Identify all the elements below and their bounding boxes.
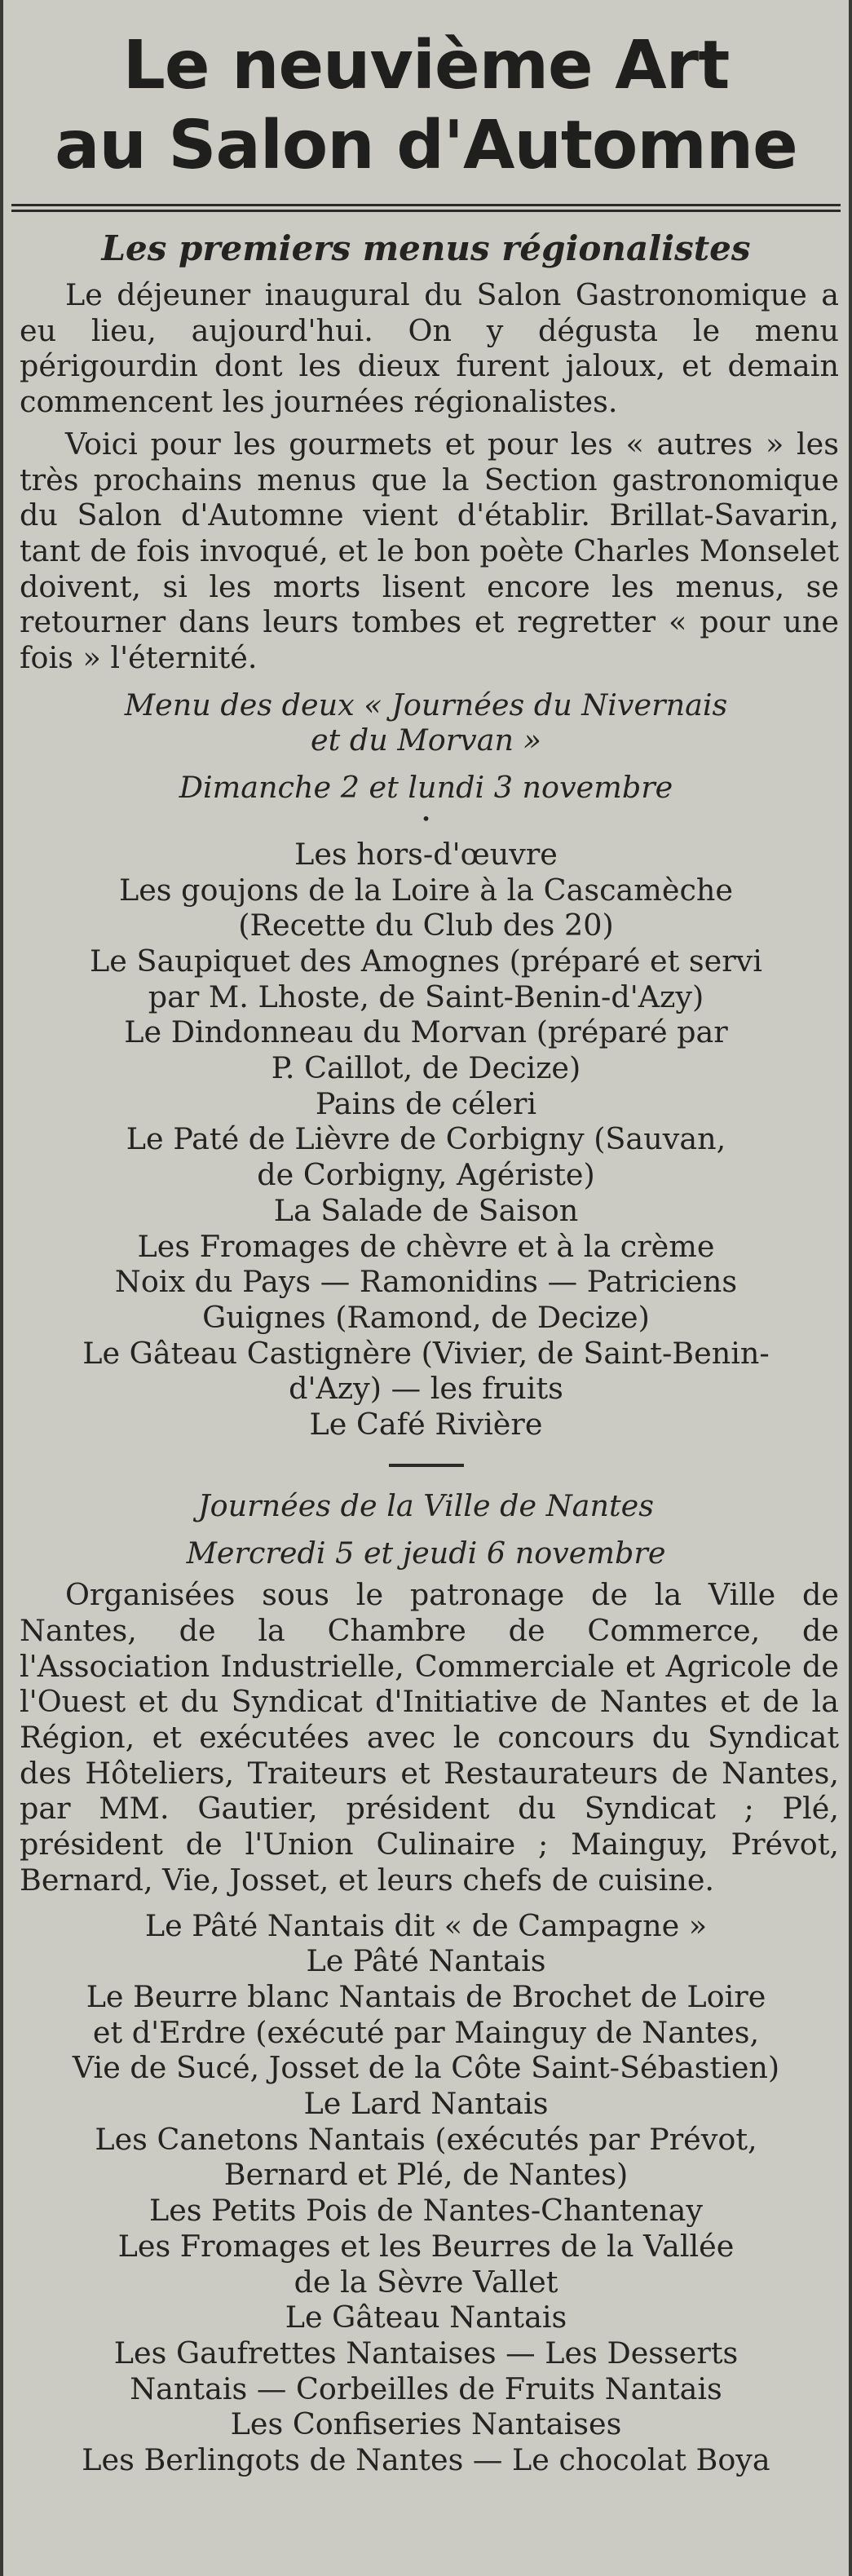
nivernais-title xyxy=(11,687,841,758)
menu-item: Le Pâté Nantais dit « de Campagne » xyxy=(144,1907,708,1943)
headline-line-2: au Salon d'Automne xyxy=(55,107,797,184)
nivernais-title-line-1: Menu des deux « Journées du Nivernais xyxy=(124,687,728,722)
menu-item: Noix du Pays — Ramonidins — Patriciens xyxy=(114,1264,738,1300)
menu-item: Nantais — Corbeilles de Fruits Nantais xyxy=(130,2371,722,2406)
menu-item: de Corbigny, Agériste) xyxy=(257,1157,595,1193)
headline xyxy=(3,26,849,186)
nantes-date: Mercredi 5 et jeudi 6 novembre xyxy=(186,1535,666,1571)
section-subhead: Les premiers menus régionalistes xyxy=(101,228,751,268)
section-divider xyxy=(389,1464,464,1467)
intro-paragraph-2: Voici pour les gourmets et pour les « autres » les très prochains menus que la Section gastronomique du Salon d'Automne vient d'établir. Brillat-Savarin, tant de fois invoqué, et le bon poète Charles Monselet doivent, si les morts lisent encore les menus, se retourner dans leurs tombes et regretter « pour une fois » l'éternité. xyxy=(20,426,839,676)
nivernais-menu xyxy=(10,837,842,1443)
menu-item: Bernard et Plé, de Nantes) xyxy=(223,2157,629,2193)
menu-item: Pains de céleri xyxy=(315,1085,537,1121)
menu-item: et d'Erdre (exécuté par Mainguy de Nantes, xyxy=(92,2014,760,2050)
menu-item: Le Lard Nantais xyxy=(303,2086,549,2122)
nivernais-title-line-2: et du Morvan » xyxy=(311,722,541,758)
menu-item: Les Fromages de chèvre et à la crème xyxy=(137,1228,715,1264)
menu-item: Le Dindonneau du Morvan (préparé par xyxy=(124,1014,728,1050)
menu-item: par M. Lhoste, de Saint-Benin-d'Azy) xyxy=(148,979,704,1014)
menu-item: Le Pâté Nantais xyxy=(306,1943,546,1979)
menu-item: La Salade de Saison xyxy=(273,1192,579,1228)
menu-item: P. Caillot, de Decize) xyxy=(271,1050,581,1086)
menu-item: Les Petits Pois de Nantes-Chantenay xyxy=(148,2193,704,2229)
menu-item: Les Confiseries Nantaises xyxy=(230,2406,622,2442)
menu-item: Vie de Sucé, Josset de la Côte Saint-Sébastien) xyxy=(72,2050,780,2086)
nivernais-date: Dimanche 2 et lundi 3 novembre xyxy=(179,770,673,806)
menu-item: Le Beurre blanc Nantais de Brochet de Loire xyxy=(86,1978,766,2014)
headline-rule xyxy=(11,204,841,212)
menu-item: de la Sèvre Vallet xyxy=(294,2264,558,2300)
menu-item: Les Canetons Nantais (exécutés par Prévot, xyxy=(95,2121,757,2157)
menu-item: Le Paté de Lièvre de Corbigny (Sauvan, xyxy=(126,1121,726,1157)
menu-item: Les Fromages et les Beurres de la Vallée xyxy=(117,2228,735,2264)
menu-item: Le Gâteau Castignère (Vivier, de Saint-Benin- xyxy=(82,1335,770,1371)
nantes-paragraph: Organisées sous le patronage de la Ville de Nantes, de la Chambre de Commerce, de l'Association Industrielle, Commerciale et Agricole de l'Ouest et du Syndicat d'Initiative de Nantes et de la Région, et exécutées avec le concours du Syndicat des Hôteliers, Traiteurs et Restaurateurs de Nantes, par MM. Gautier, président du Syndicat ; Plé, président de l'Union Culinaire ; Mainguy, Prévot, Bernard, Vie, Josset, et leurs chefs de cuisine. xyxy=(20,1577,839,1898)
nantes-title: Journées de la Ville de Nantes xyxy=(198,1487,654,1523)
menu-item: Les goujons de la Loire à la Cascamèche xyxy=(118,872,734,908)
menu-item: Guignes (Ramond, de Decize) xyxy=(202,1299,650,1335)
menu-item: Le Saupiquet des Amognes (préparé et servi xyxy=(90,943,762,979)
nantes-menu xyxy=(10,1908,842,2478)
intro-paragraph-1: Le déjeuner inaugural du Salon Gastronomique a eu lieu, aujourd'hui. On y dégusta le menu périgourdin dont les dieux furent jaloux, et demain commencent les journées régionalistes. xyxy=(20,277,839,420)
menu-item: Les Gaufrettes Nantaises — Les Desserts xyxy=(113,2335,739,2371)
menu-item: Les Berlingots de Nantes — Le chocolat Boya xyxy=(82,2442,770,2478)
menu-item: Le Café Rivière xyxy=(309,1407,543,1443)
menu-item: d'Azy) — les fruits xyxy=(289,1371,563,1407)
menu-item: (Recette du Club des 20) xyxy=(238,908,614,943)
menu-item: Les hors-d'œuvre xyxy=(294,836,558,872)
bullet-divider: • xyxy=(421,808,431,828)
headline-line-1: Le neuvième Art xyxy=(122,27,730,104)
menu-item: Le Gâteau Nantais xyxy=(285,2300,567,2335)
